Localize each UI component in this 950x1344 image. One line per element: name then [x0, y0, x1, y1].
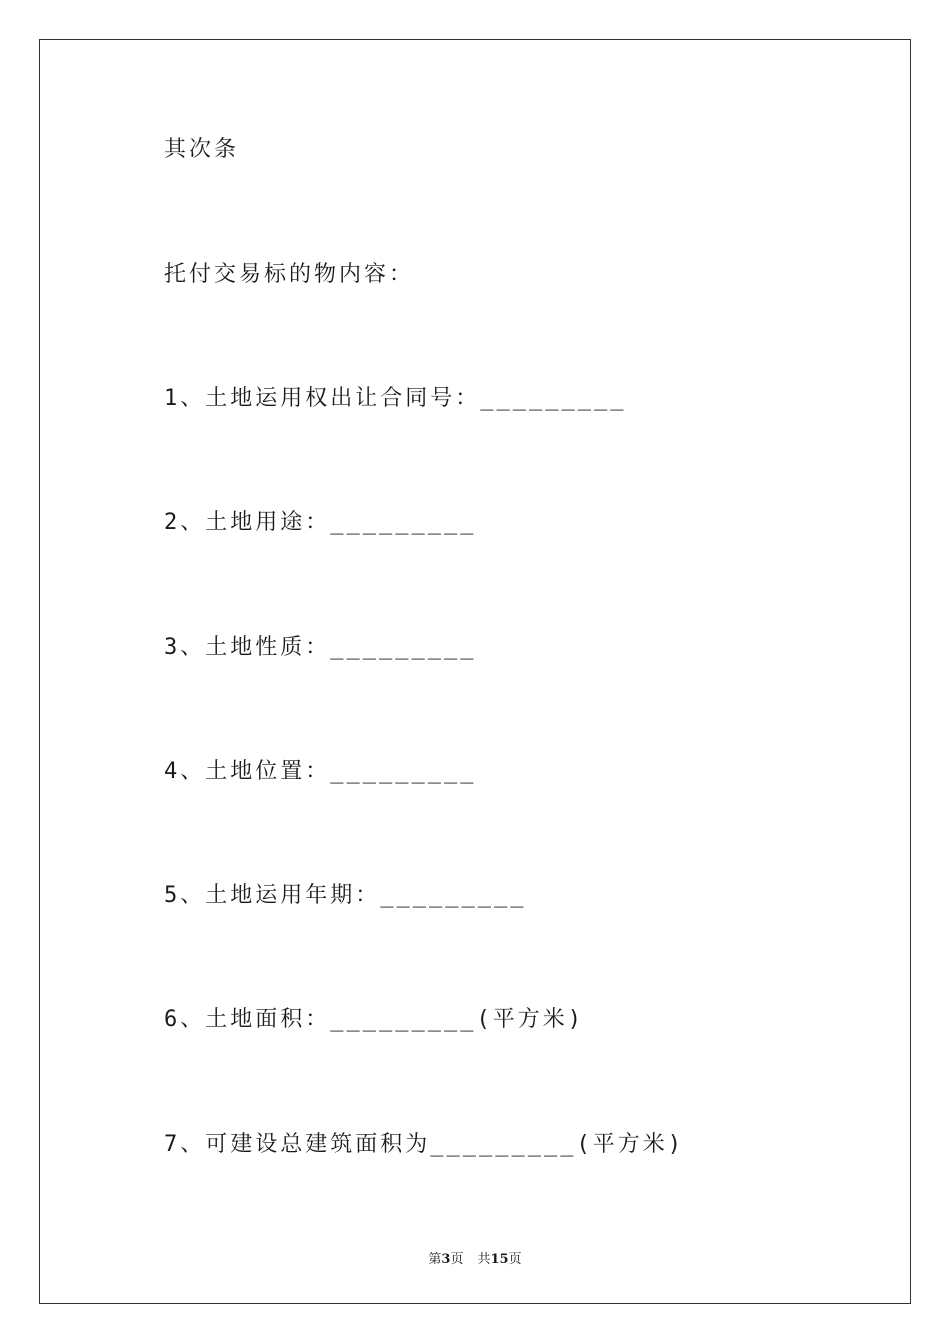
- page-border: [39, 39, 911, 1304]
- item-land-term: 5、土地运用年期：_________: [164, 883, 527, 908]
- item-land-area: 6、土地面积：_________(平方米): [164, 1007, 584, 1032]
- footer-page-number: 3: [441, 1252, 451, 1267]
- footer-total-prefix: 共: [477, 1252, 491, 1267]
- page-footer: [0, 1248, 950, 1267]
- item-contract-number: 1、土地运用权出让合同号：_________: [164, 386, 627, 411]
- item-land-use: 2、土地用途：_________: [164, 510, 477, 535]
- item-land-location: 4、土地位置：_________: [164, 759, 477, 784]
- footer-page-suffix: 页: [450, 1252, 464, 1267]
- footer-total-pages: 15: [490, 1252, 509, 1267]
- section-intro: 托付交易标的物内容：: [164, 262, 415, 287]
- item-land-nature: 3、土地性质：_________: [164, 635, 477, 660]
- footer-total-suffix: 页: [508, 1252, 522, 1267]
- article-heading: 其次条: [164, 137, 240, 162]
- footer-page-prefix: 第: [428, 1252, 442, 1267]
- item-building-area: 7、可建设总建筑面积为_________(平方米): [164, 1132, 684, 1157]
